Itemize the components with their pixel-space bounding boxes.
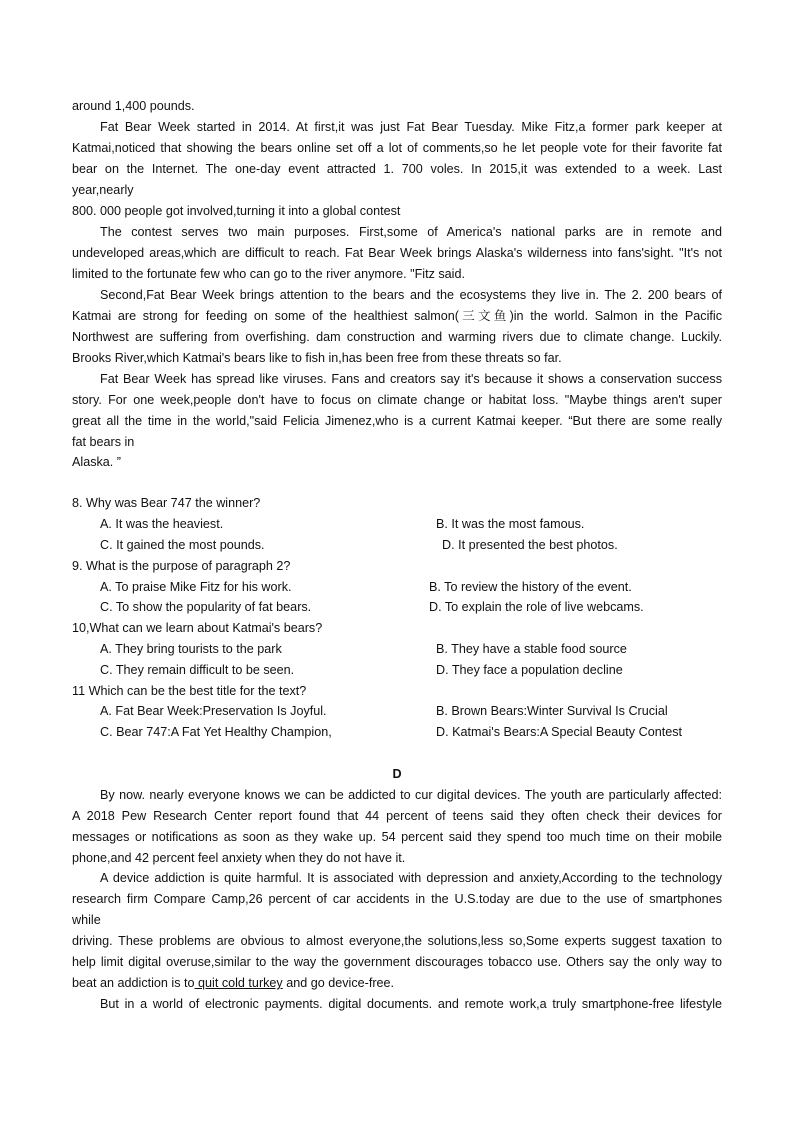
question-stem: 9. What is the purpose of paragraph 2?	[72, 559, 291, 573]
option-d: D. Katmai's Bears:A Special Beauty Contest	[436, 725, 683, 739]
passage-d-line: messages or notifications as soon as they wake up. 54 percent said they spend too much time on their mobile	[72, 830, 722, 844]
question-stem: 10,What can we learn about Katmai's bears?	[72, 621, 323, 635]
option-a: A. To praise Mike Fitz for his work.	[100, 580, 292, 594]
option-b: B. Brown Bears:Winter Survival Is Crucial	[436, 704, 668, 718]
option-c: C. It gained the most pounds.	[100, 538, 265, 552]
passage-c-line: year,nearly	[72, 183, 134, 197]
passage-d-line: But in a world of electronic payments. digital documents. and remote work,a truly smartphone-free lifestyle	[100, 997, 722, 1011]
question-stem: 11 Which can be the best title for the text?	[72, 684, 307, 698]
passage-c-line: 800. 000 people got involved,turning it into a global contest	[72, 204, 401, 218]
option-c: C. To show the popularity of fat bears.	[100, 600, 312, 614]
passage-d-line	[72, 973, 394, 993]
passage-c-line: Brooks River,which Katmai's bears like to fish in,has been free from these threats so far.	[72, 351, 562, 365]
passage-c-line: limited to the fortunate few who can go to the river anymore. "Fitz said.	[72, 267, 465, 281]
passage-c-line: Katmai,noticed that showing the bears online set off a lot of comments,so he let people vote for their favorite fat	[72, 141, 722, 155]
passage-c-line: around 1,400 pounds.	[72, 99, 195, 113]
passage-d-line: while	[72, 913, 101, 927]
option-d: D. To explain the role of live webcams.	[429, 600, 644, 614]
passage-d-line: help limit digital overuse,similar to the way the government discourages tobacco use. Others say the only way to	[72, 955, 722, 969]
underlined-phrase: quit cold turkey	[194, 976, 283, 990]
option-d: D. It presented the best photos.	[442, 538, 618, 552]
option-c: C. Bear 747:A Fat Yet Healthy Champion,	[100, 725, 332, 739]
section-heading: D	[392, 767, 402, 781]
passage-c-line: Katmai are strong for feeding on some of the healthiest salmon(三文鱼)in the world. Salmon in the Pacific	[72, 309, 722, 323]
option-b: B. It was the most famous.	[436, 517, 585, 531]
passage-d-line: By now. nearly everyone knows we can be addicted to cur digital devices. The youth are particularly affected:	[100, 788, 722, 802]
option-c: C. They remain difficult to be seen.	[100, 663, 295, 677]
text-span: and go device-free.	[282, 976, 395, 990]
option-a: A. It was the heaviest.	[100, 517, 224, 531]
passage-c-line: Alaska. ”	[72, 455, 121, 469]
passage-c-line: Fat Bear Week started in 2014. At first,it was just Fat Bear Tuesday. Mike Fitz,a former park keeper at	[100, 120, 722, 134]
option-a: A. Fat Bear Week:Preservation Is Joyful.	[100, 704, 327, 718]
option-b: B. They have a stable food source	[436, 642, 627, 656]
passage-d-line: A 2018 Pew Research Center report found that 44 percent of teens said they often check their devices for	[72, 809, 722, 823]
passage-d-line: A device addiction is quite harmful. It is associated with depression and anxiety,According to the technology	[100, 871, 722, 885]
option-a: A. They bring tourists to the park	[100, 642, 282, 656]
passage-c-line: Second,Fat Bear Week brings attention to the bears and the ecosystems they live in. The 2. 200 bears of	[100, 288, 722, 302]
passage-c-line: bear on the Internet. The one-day event attracted 1. 700 voles. In 2015,it was extended to a week. Last	[72, 162, 722, 176]
passage-d-line: driving. These problems are obvious to almost everyone,the solutions,less so,Some experts suggest taxation to	[72, 934, 722, 948]
text-span: beat an addiction is to	[72, 976, 195, 990]
passage-c-line: The contest serves two main purposes. First,some of America's national parks are in remote and	[100, 225, 722, 239]
option-b: B. To review the history of the event.	[429, 580, 632, 594]
passage-c-line: undeveloped areas,which are difficult to reach. Fat Bear Week brings Alaska's wilderness into fans'sight. "It's not	[72, 246, 722, 260]
passage-d-line: phone,and 42 percent feel anxiety when they do not have it.	[72, 851, 406, 865]
passage-c-line: Fat Bear Week has spread like viruses. Fans and creators say it's because it shows a conservation success	[100, 372, 722, 386]
question-stem: 8. Why was Bear 747 the winner?	[72, 496, 261, 510]
passage-d-line: research firm Compare Camp,26 percent of car accidents in the U.S.today are due to the use of smartphones	[72, 892, 722, 906]
passage-c-line: story. For one week,people don't have to focus on climate change or habitat loss. "Maybe things aren't super	[72, 393, 722, 407]
option-d: D. They face a population decline	[436, 663, 623, 677]
passage-c-line: Northwest are suffering from overfishing. dam construction and warming rivers due to climate change. Luckily.	[72, 330, 722, 344]
passage-c-line: fat bears in	[72, 435, 135, 449]
passage-c-line: great all the time in the world,"said Felicia Jimenez,who is a current Katmai keeper. “But there are some really	[72, 414, 722, 428]
